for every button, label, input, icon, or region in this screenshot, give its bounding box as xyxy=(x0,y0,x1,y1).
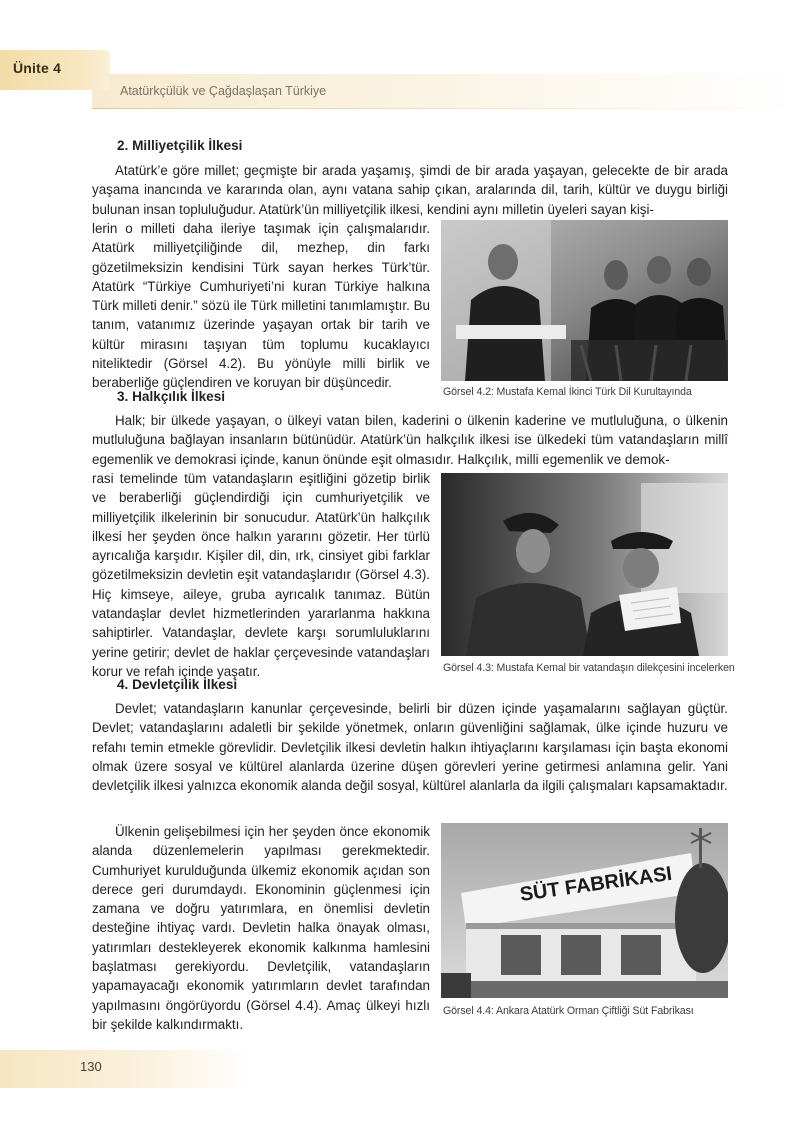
section-paragraph-milliyetcilik-wrap: lerin o milleti daha ileriye taşımak için çalışmalarıdır. Atatürk milliyetçiliğinde dil, mezhep, din farkı gözetilmeksizin kendisini Türk sayan herkes Türk’tür. Atatürk “Türkiye Cumhuriyeti’ni kuran Türkiye halkına Türk milleti denir.” sözü ile Türk milletini tanımlamıştır. Bu tanım, vatanımız üzerinde yaşayan ortak bir tarih ve kültür mirasını taşıyan tüm toplumu kucaklayıcı niteliktedir (Görsel 4.2). Bu yönüyle milli birlik ve beraberliğe güçlendiren ve koruyan bir düşüncedir. xyxy=(92,221,430,391)
chapter-title: Atatürkçülük ve Çağdaşlaşan Türkiye xyxy=(120,84,327,98)
section-paragraph-halkcilik-wrap: rasi temelinde tüm vatandaşların eşitliğini gözetip birlik ve beraberliği güçlendirdiği için cumhuriyetçilik ve milliyetçilik ilkelerinin bir sonucudur. Atatürk’ün halkçılık ilkesi her şeyden önce halkın yararını gözetir. Her türlü ayrıcalığa karşıdır. Kişiler dil, din, ırk, cinsiyet gibi farklar gözetilmeksizin devletin eşit vatandaşlarıdır (Görsel 4.3). Hiç kimseye, aileye, gruba ayrıcalık tanımaz. Bütün vatandaşlar devlet hizmetlerinden yararlanma hakkına sahiptirler. Vatandaşlar, devlete karşı sorumluluklarını yerine getirir; devlet de haklar çerçevesinde vatandaşları korur ve refah içinde yaşatır. xyxy=(92,471,430,679)
section-heading-halkcilik: 3. Halkçılık İlkesi xyxy=(117,389,226,404)
section-paragraph-devletcilik-wrap: Ülkenin gelişebilmesi için her şeyden önce ekonomik alanda düzenlemelerin yapılması gerekmektedir. Cumhuriyet kurulduğunda ülkemiz ekonomik açıdan son derece geri durumdaydı. Ekonominin güçlenmesi için zamana ve doğru yatırımlara, en önemlisi devletin desteğine ihtiyaç vardı. Devletin halka önayak olması, yatırımları destekleyerek ekonomik kalkınma hamlesini başlatması gerekiyordu. Devletçilik, vatandaşların yapamayacağı ekonomik yatırımların devlet tarafından yapılmasını öngörüyordu (Görsel 4.4). Amaç ülkeyi hızlı bir şekilde kalkındırmaktı. xyxy=(92,824,430,1032)
sign-sut-fabrikasi: SÜT FABRİKASI xyxy=(518,862,674,906)
figure-caption-4-3: Görsel 4.3: Mustafa Kemal bir vatandaşın dilekçesini incelerken xyxy=(443,662,735,674)
photo-turk-dil-kurultayi xyxy=(441,220,728,381)
section-paragraph-halkcilik-full: Halk; bir ülkede yaşayan, o ülkeyi vatan bilen, kaderini o ülkenin kaderine ve mutluluğuna, o ülkenin mutluluğuna bağlayan insanların bütünüdür. Atatürk’ün halkçılık ilkesi ise ülkedeki tüm vatandaşların millî egemenlik ve demokrasi içinde, kanun önünde eşit olmasıdır. Halkçılık, milli egemenlik ve demok- xyxy=(92,413,728,467)
photo-dilekce-inceleme xyxy=(441,473,728,656)
section-paragraph-milliyetcilik-full: Atatürk’e göre millet; geçmişte bir arada yaşamış, şimdi de bir arada yaşayan, gelecekte de bir arada yaşama inancında ve kararında olan, aynı vatana sahip çıkan, aralarında dil, tarih, kültür ve duygu birliği bulunan insan topluluğudur. Atatürk’ün milliyetçilik ilkesi, kendini aynı milletin üyeleri sayan kişi- xyxy=(92,163,728,217)
header-divider xyxy=(92,108,800,109)
section-heading-devletcilik: 4. Devletçilik İlkesi xyxy=(117,677,238,692)
section-paragraph-devletcilik-full: Devlet; vatandaşların kanunlar çerçevesinde, belirli bir düzen içinde yaşamalarını sağlayan güçtür. Devlet; vatandaşlarını adaletli bir şekilde yönetmek, onların güvenliğini sağlamak, ülke içinde huzuru ve refahı temin etmekle görevlidir. Devletçilik ilkesi devletin halkın ihtiyaçlarını karşılaması için başta ekonomi olmak üzere sosyal ve kültürel alanlarda üzerine düşen görevleri yerine getirmesi anlamına gelir. Yani devletçilik ilkesi yalnızca ekonomik alanda değil sosyal, kültürel alanlarla da ilgili çalışmaları kapsamaktadır. xyxy=(92,701,728,794)
page-number: 130 xyxy=(80,1059,102,1074)
footer-band xyxy=(0,1050,250,1088)
photo-sut-fabrikasi xyxy=(441,823,728,998)
unit-label: Ünite 4 xyxy=(13,60,62,76)
figure-caption-4-2: Görsel 4.2: Mustafa Kemal İkinci Türk Dil Kurultayında xyxy=(443,386,692,398)
figure-caption-4-4: Görsel 4.4: Ankara Atatürk Orman Çiftliği Süt Fabrikası xyxy=(443,1005,694,1017)
section-heading-milliyetcilik: 2. Milliyetçilik İlkesi xyxy=(117,138,243,153)
